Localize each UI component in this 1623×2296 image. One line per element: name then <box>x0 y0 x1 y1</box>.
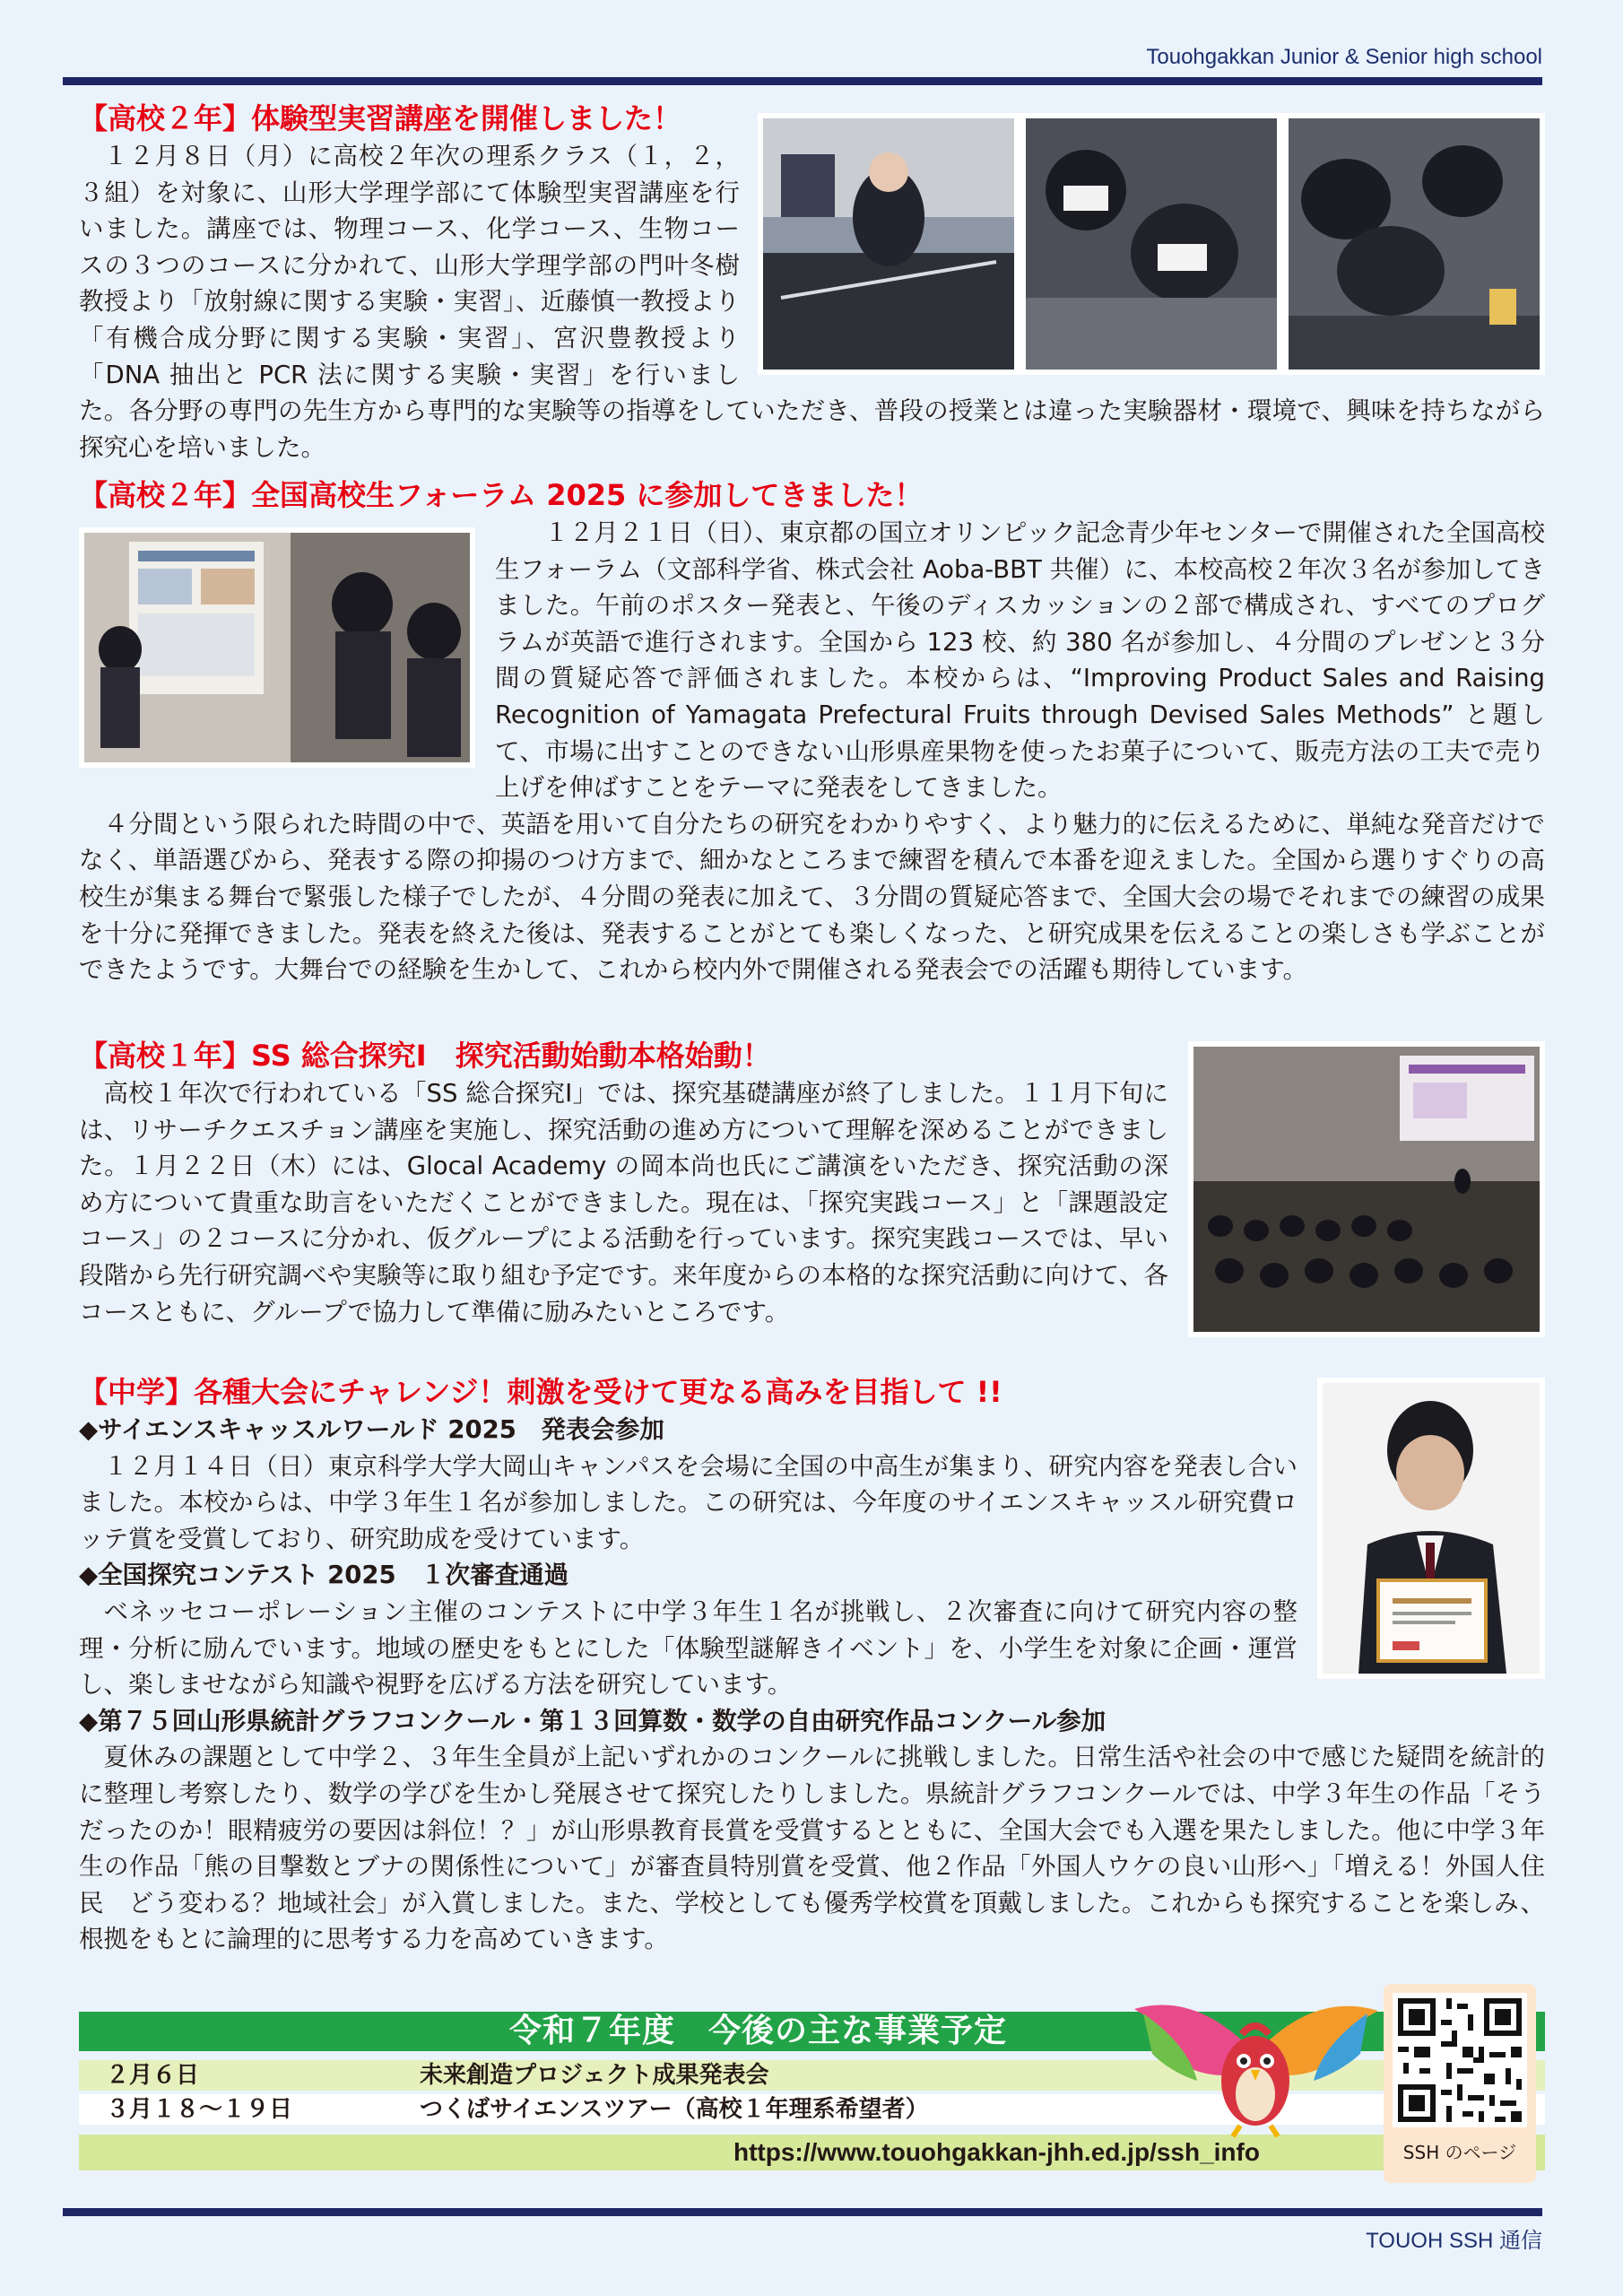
footer-newsletter-name: TOUOH SSH 通信 <box>1366 2229 1542 2253</box>
lecture-hall-image <box>1193 1047 1540 1332</box>
lecture-photo <box>1188 1041 1545 1337</box>
item-heading: ◆第７５回山形県統計グラフコンクール・第１３回算数・数学の自由研究作品コンクール参加 <box>79 1706 1107 1735</box>
qr-code[interactable] <box>1393 1993 1527 2127</box>
item-text: ベネッセコーポレーション主催のコンテストに中学３年生１名が挑戦し、２次審査に向けて研究内容の整理・分析に励んでいます。地域の歴史をもとにした「体験型謎解きイベント」を、小学生を対象に企画・運営し、楽しませながら知識や視野を広げる方法を研究しています。 <box>79 1596 1298 1700</box>
section-ss-inquiry <box>79 1036 1545 1341</box>
schedule-date: ３月１８～１９日 <box>106 2096 293 2123</box>
item-text: 夏休みの課題として中学２、３年生全員が上記いずれかのコンクールに挑戦しました。日常生活や社会の中で感じた疑問を統計的に整理し考察したり、数学の学びを生かし発展させて探究したりしました。県統計グラフコンクールでは、中学３年生の作品「そうだったのか！眼精疲労の要因は斜位！？」が山形県教育長賞を受賞するとともに、全国大会でも入選を果たしました。他に中学３年生の作品「熊の目撃数とブナの関係性について」が審査員特別賞を受賞、他２作品「外国人ウケの良い山形へ」「増える！外国人住民 どう変わる？地域社会」が入賞しました。また、学校としても優秀学校賞を頂戴しました。これからも探究することを楽しみ、根拠をもとに論理的に思考する力を高めていきます。 <box>79 1743 1545 1954</box>
paragraph: １２月２１日（日）、東京都の国立オリンピック記念青少年センターで開催された全国高校生フォーラム（文部科学省、株式会社 Aoba-BBT 共催）に、本校高校２年次３名が参加してきました。午前のポスター発表と、午後のディスカッションの２部で構成され、すべてのプログラムが英語で進行されます。全国から 123 校、約 380 名が参加し、４分間のプレゼンと３分間の質疑応答で評価されました。本校からは、“Improving Product Sales and Raising Recognition of Yamagata Prefectural Fruits through Devised Sales Methods” と題して、市場に出すことのできない山形県産果物を使ったお菓子について、販売方法の工夫で売り上げを伸ばすことをテーマに発表をしてきました。 <box>495 518 1545 803</box>
item-text: １２月１４日（日）東京科学大学大岡山キャンパスを会場に全国の中高生が集まり、研究内容を発表し合いました。本校からは、中学３年生１名が参加しました。この研究は、今年度のサイエンスキャッスル研究費ロッテ賞を受賞しており、研究助成を受けています。 <box>79 1451 1298 1553</box>
item-heading: ◆サイエンスキャッスルワールド 2025 発表会参加 <box>79 1415 664 1444</box>
section-hands-on-lecture <box>79 99 1545 465</box>
paragraph: １２月８日（月）に高校２年次の理系クラス（１，２，３組）を対象に、山形大学理学部にて体験型実習講座を行いました。講座では、物理コース、化学コース、生物コースの３つのコースに分かれて、山形大学理学部の門叶冬樹教授より「放射線に関する実験・実習」、近藤慎一教授より「有機合成分野に関する実験・実習」、宮沢豊教授より「DNA 抽出と PCR 法に関する実験・実習」を行いました。各分野の専門の先生方から専門的な実験等の指導をしていただき、普段の授業とは違った実験器材・環境で、興味を持ちながら探究心を培いました。 <box>79 142 1545 462</box>
schedule-event: つくばサイエンスツアー（高校１年理系希望者） <box>420 2096 929 2123</box>
section-title: 【高校１年】SS 総合探究Ⅰ 探究活動始動本格始動！ <box>79 1039 771 1073</box>
section-junior-high <box>79 1372 1545 1958</box>
schedule-date: ２月６日 <box>106 2062 200 2089</box>
student-with-certificate-image <box>1323 1383 1540 1674</box>
qr-panel <box>1384 1984 1536 2183</box>
header-school-name: Touohgakkan Junior & Senior high school <box>1146 45 1542 69</box>
bird-mascot-icon <box>1125 1982 1385 2139</box>
poster-presentation-image <box>84 533 470 762</box>
header-rule <box>63 77 1542 85</box>
section-title: 【中学】各種大会にチャレンジ！刺激を受けて更なる高みを目指して !! <box>79 1375 1002 1409</box>
ssh-url-bar <box>79 2135 1545 2170</box>
paragraph: ４分間という限られた時間の中で、英語を用いて自分たちの研究をわかりやすく、より魅力的に伝えるために、単純な発音だけでなく、単語選びから、発表する際の抑揚のつけ方まで、細かなところまで練習を積んで本番を迎えました。全国から選りすぐりの高校生が集まる舞台で緊張した様子でしたが、４分間の発表に加えて、３分間の質疑応答まで、全国大会の場でそれまでの練習の成果を十分に発揮できました。発表を終えた後は、発表することがとても楽しくなった、と研究成果を伝えることの楽しさも学ぶことができたようです。大舞台での経験を生かして、これから校内外で開催される発表会での活躍も期待しています。 <box>79 809 1545 985</box>
qr-label: SSH のページ <box>1402 2142 1517 2163</box>
qr-code-icon <box>1393 1993 1527 2127</box>
schedule-title: 令和７年度 今後の主な事業予定 <box>509 2013 1008 2049</box>
lab-photos <box>758 113 1545 375</box>
lab-photo-strip <box>763 118 1540 370</box>
schedule-event: 未来創造プロジェクト成果発表会 <box>420 2062 769 2089</box>
section-title: 【高校２年】体験型実習講座を開催しました！ <box>79 101 682 135</box>
section-national-forum <box>79 475 1545 988</box>
forum-photo <box>79 527 475 768</box>
paragraph: 高校１年次で行われている「SS 総合探究Ⅰ」では、探究基礎講座が終了しました。１１月下旬には、リサーチクエスチョン講座を実施し、探究活動の進め方について理解を深めることができました。１月２２日（木）には、Glocal Academy の岡本尚也氏にご講演をいただき、探究活動の深め方について貴重な助言をいただくことができました。現在は、「探究実践コース」と「課題設定コース」の２コースに分かれ、仮グループによる活動を行っています。探究実践コースでは、早い段階から先行研究調べや実験等に取り組む予定です。来年度からの本格的な探究活動に向けて、各コースともに、グループで協力して準備に励みたいところです。 <box>79 1079 1168 1326</box>
ssh-url-link[interactable]: https://www.touohgakkan-jhh.ed.jp/ssh_info <box>733 2138 1260 2166</box>
section-title: 【高校２年】全国高校生フォーラム 2025 に参加してきました！ <box>79 478 924 512</box>
item-heading: ◆全国探究コンテスト 2025 １次審査通過 <box>79 1561 569 1590</box>
student-award-photo <box>1317 1378 1545 1679</box>
footer-rule <box>63 2208 1542 2216</box>
